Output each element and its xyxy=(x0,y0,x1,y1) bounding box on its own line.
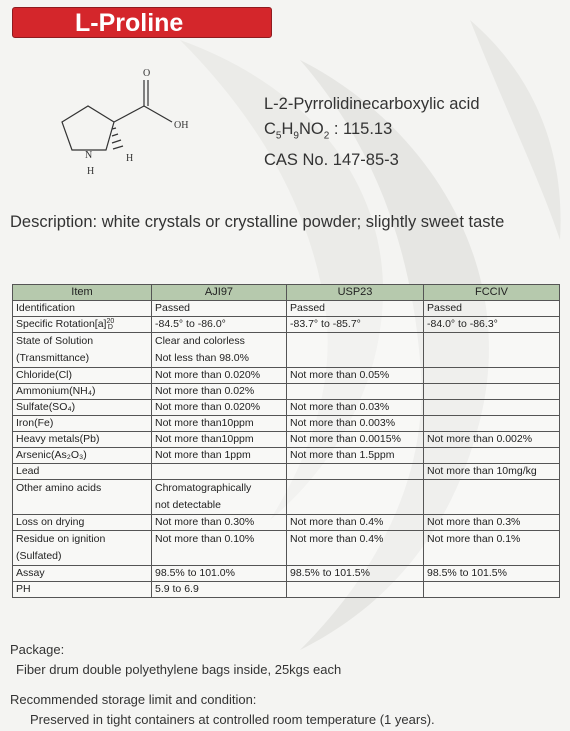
row-fcc xyxy=(424,582,560,598)
row-item: Identification xyxy=(13,301,152,317)
table-row xyxy=(13,416,560,432)
table-row xyxy=(13,400,560,416)
row-aji: -84.5° to -86.0° xyxy=(152,317,287,333)
storage-label: Recommended storage limit and condition: xyxy=(10,692,257,707)
row-item: Loss on drying xyxy=(13,515,152,531)
row-usp xyxy=(287,384,424,400)
table-row xyxy=(13,333,560,368)
row-item: Other amino acids xyxy=(13,480,152,515)
table-row xyxy=(13,515,560,531)
row-item: Assay xyxy=(13,566,152,582)
row-item: Iron(Fe) xyxy=(13,416,152,432)
row-fcc: Not more than 10mg/kg xyxy=(424,464,560,480)
row-fcc: 98.5% to 101.5% xyxy=(424,566,560,582)
table-row xyxy=(13,582,560,598)
package-label: Package: xyxy=(10,642,65,657)
row-usp: Not more than 1.5ppm xyxy=(287,448,424,464)
row-usp: Not more than 0.4% xyxy=(287,515,424,531)
proline-structure-diagram xyxy=(42,66,212,184)
table-row xyxy=(13,464,560,480)
storage-text: Preserved in tight containers at controlled room temperature (1 years). xyxy=(30,712,435,727)
row-aji: Not more than 0.020% xyxy=(152,400,287,416)
row-usp: -83.7° to -85.7° xyxy=(287,317,424,333)
table-row xyxy=(13,531,560,566)
oxygen-label: O xyxy=(143,68,151,79)
table-row xyxy=(13,566,560,582)
storage-section xyxy=(10,690,435,730)
row-usp xyxy=(287,582,424,598)
row-item: Chloride(Cl) xyxy=(13,368,152,384)
row-aji: Chromatographically not detectable xyxy=(152,480,287,515)
row-fcc xyxy=(424,400,560,416)
row-aji xyxy=(152,464,287,480)
row-usp: Not more than 0.4% xyxy=(287,531,424,566)
row-usp xyxy=(287,464,424,480)
row-aji: Not more than 0.02% xyxy=(152,384,287,400)
table-row xyxy=(13,448,560,464)
row-fcc: Not more than 0.002% xyxy=(424,432,560,448)
header-usp: USP23 xyxy=(287,285,424,301)
row-usp: Not more than 0.003% xyxy=(287,416,424,432)
table-row xyxy=(13,384,560,400)
header-aji: AJI97 xyxy=(152,285,287,301)
header-item: Item xyxy=(13,285,152,301)
table-header-row xyxy=(13,285,560,301)
row-fcc xyxy=(424,384,560,400)
row-aji: Not more than10ppm xyxy=(152,432,287,448)
table-row xyxy=(13,480,560,515)
alpha-hydrogen-label: H xyxy=(126,153,134,164)
compound-info xyxy=(264,92,480,173)
row-item: Lead xyxy=(13,464,152,480)
row-fcc: -84.0° to -86.3° xyxy=(424,317,560,333)
row-usp: Not more than 0.03% xyxy=(287,400,424,416)
row-aji: Not more than10ppm xyxy=(152,416,287,432)
amine-hydrogen-label: H xyxy=(87,166,95,177)
header-fcc: FCCIV xyxy=(424,285,560,301)
row-usp xyxy=(287,480,424,515)
row-fcc xyxy=(424,368,560,384)
row-aji: Not more than 0.30% xyxy=(152,515,287,531)
row-item: Heavy metals(Pb) xyxy=(13,432,152,448)
package-section xyxy=(10,640,341,680)
nitrogen-label: N xyxy=(85,150,93,161)
table-row xyxy=(13,368,560,384)
specification-table xyxy=(12,284,560,598)
table-row xyxy=(13,432,560,448)
row-usp: Not more than 0.05% xyxy=(287,368,424,384)
row-aji: 98.5% to 101.0% xyxy=(152,566,287,582)
row-fcc xyxy=(424,333,560,368)
description: Description: white crystals or crystalline powder; slightly sweet taste xyxy=(10,213,505,231)
row-aji: Not more than 0.020% xyxy=(152,368,287,384)
row-aji: 5.9 to 6.9 xyxy=(152,582,287,598)
package-text: Fiber drum double polyethylene bags inside, 25kgs each xyxy=(16,662,342,677)
table-row xyxy=(13,301,560,317)
row-item: Sulfate(SO₄) xyxy=(13,400,152,416)
row-usp: 98.5% to 101.5% xyxy=(287,566,424,582)
row-aji: Clear and colorless Not less than 98.0% xyxy=(152,333,287,368)
cas-number: CAS No. 147-85-3 xyxy=(264,151,399,170)
hydroxyl-label: OH xyxy=(174,120,189,131)
row-fcc: Passed xyxy=(424,301,560,317)
row-aji: Not more than 0.10% xyxy=(152,531,287,566)
table-row xyxy=(13,317,560,333)
page-title: L-Proline xyxy=(12,7,272,38)
molecular-formula: $C_5H_9NO_2$ : 115.13 xyxy=(264,120,393,142)
row-aji: Not more than 1ppm xyxy=(152,448,287,464)
row-item: Specific Rotation[a]20 D xyxy=(13,317,152,333)
compound-name: L-2-Pyrrolidinecarboxylic acid xyxy=(264,95,480,113)
row-item: Ammonium(NH₄) xyxy=(13,384,152,400)
row-usp: Not more than 0.0015% xyxy=(287,432,424,448)
row-item: State of Solution (Transmittance) xyxy=(13,333,152,368)
row-fcc xyxy=(424,416,560,432)
row-item: PH xyxy=(13,582,152,598)
row-item: Arsenic(As₂O₃) xyxy=(13,448,152,464)
row-fcc: Not more than 0.1% xyxy=(424,531,560,566)
row-item: Residue on ignition (Sulfated) xyxy=(13,531,152,566)
row-fcc xyxy=(424,480,560,515)
row-fcc xyxy=(424,448,560,464)
row-usp: Passed xyxy=(287,301,424,317)
row-fcc: Not more than 0.3% xyxy=(424,515,560,531)
row-aji: Passed xyxy=(152,301,287,317)
row-usp xyxy=(287,333,424,368)
